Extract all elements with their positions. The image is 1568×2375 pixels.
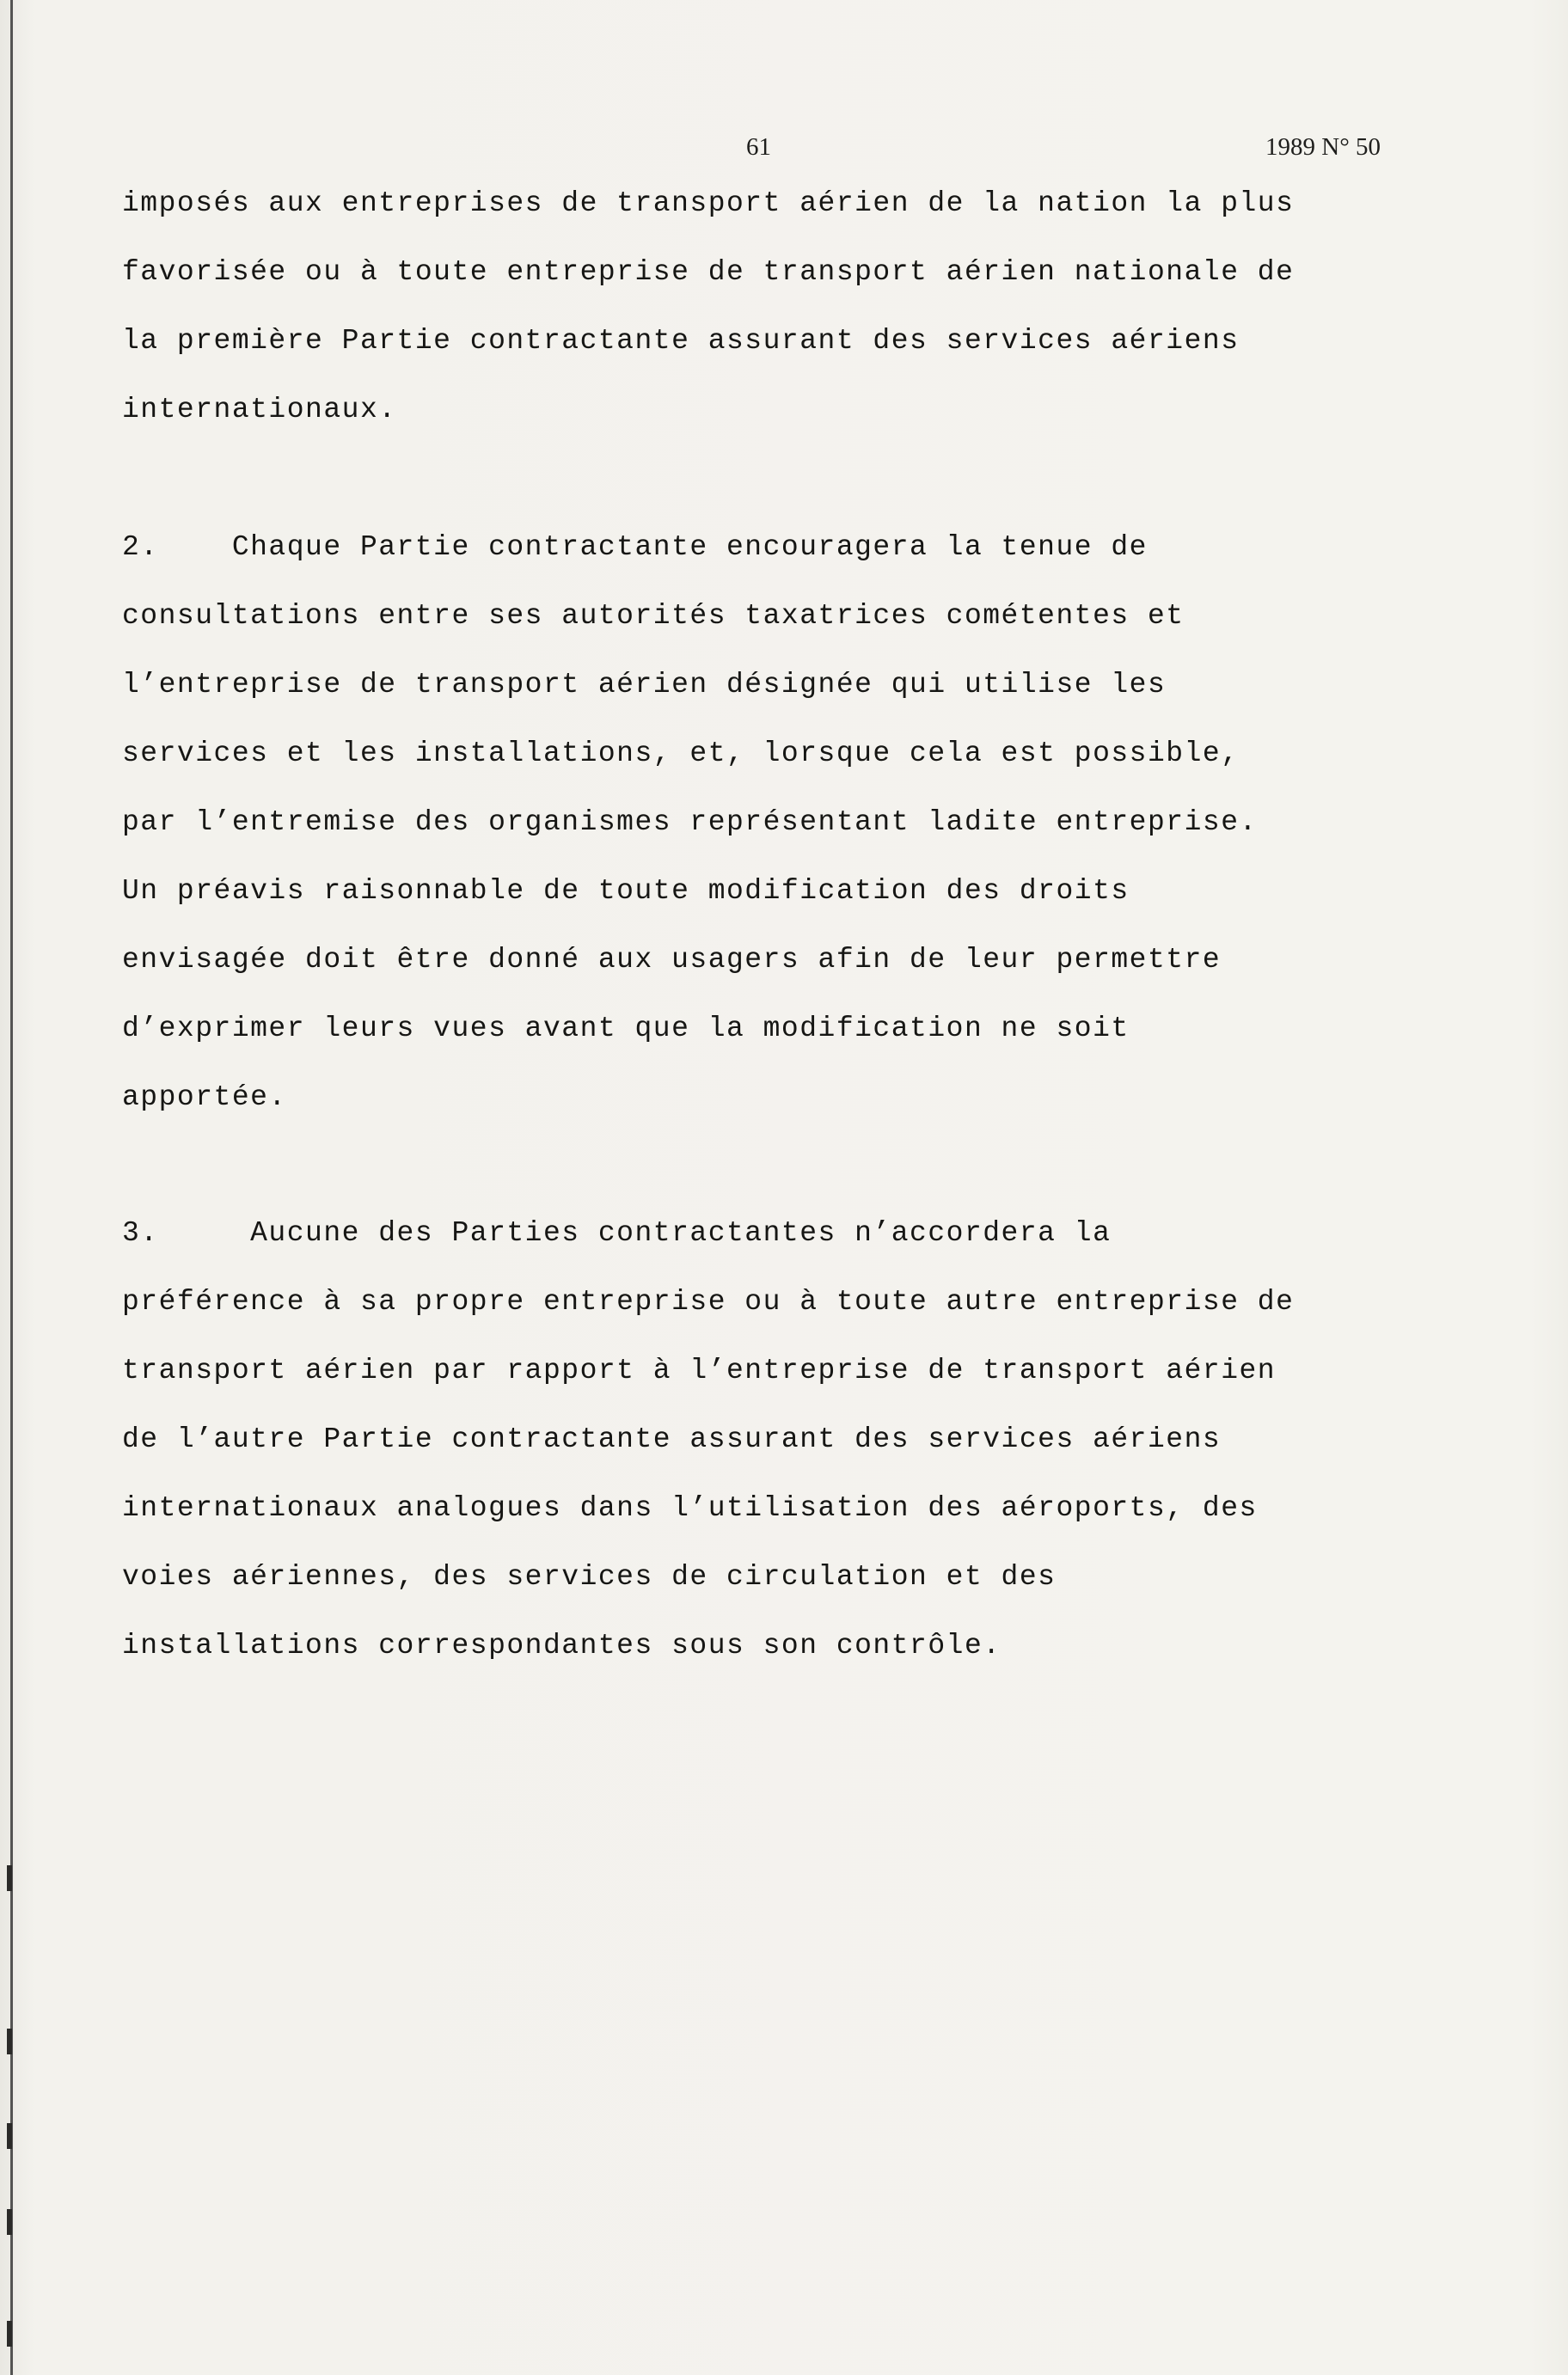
binding-mark bbox=[7, 2123, 12, 2149]
text-line: favorisée ou à toute entreprise de transport aérien nationale de bbox=[122, 256, 1295, 288]
binding-mark bbox=[7, 2209, 12, 2235]
text-line: imposés aux entreprises de transport aérien de la nation la plus bbox=[122, 187, 1295, 219]
text-line: Un préavis raisonnable de toute modification des droits bbox=[122, 875, 1130, 907]
document-reference: 1989 N° 50 bbox=[1265, 133, 1381, 161]
text-line: installations correspondantes sous son contrôle. bbox=[122, 1630, 1001, 1662]
text-line: l’entreprise de transport aérien désignée qui utilise les bbox=[122, 669, 1167, 701]
text-line: consultations entre ses autorités taxatrices cométentes et bbox=[122, 600, 1185, 632]
text-line: d’exprimer leurs vues avant que la modification ne soit bbox=[122, 1013, 1130, 1044]
page-header bbox=[0, 133, 1568, 168]
binding-mark bbox=[7, 2029, 12, 2054]
page-number: 61 bbox=[746, 133, 771, 161]
text-line: préférence à sa propre entreprise ou à toute autre entreprise de bbox=[122, 1286, 1295, 1318]
text-line: apportée. bbox=[122, 1081, 287, 1113]
binding-edge bbox=[10, 0, 13, 2375]
binding-mark bbox=[7, 1865, 12, 1891]
text-line: internationaux analogues dans l’utilisation des aéroports, des bbox=[122, 1492, 1258, 1524]
text-line: la première Partie contractante assurant des services aériens bbox=[122, 325, 1240, 357]
text-line: services et les installations, et, lorsque cela est possible, bbox=[122, 738, 1240, 769]
text-line: de l’autre Partie contractante assurant des services aériens bbox=[122, 1423, 1222, 1455]
text-line: par l’entremise des organismes représentant ladite entreprise. bbox=[122, 806, 1258, 838]
text-line: 3. Aucune des Parties contractantes n’accordera la bbox=[122, 1217, 1112, 1249]
text-line: voies aériennes, des services de circulation et des bbox=[122, 1561, 1057, 1593]
text-line: envisagée doit être donné aux usagers afin de leur permettre bbox=[122, 944, 1222, 976]
text-line: transport aérien par rapport à l’entreprise de transport aérien bbox=[122, 1355, 1277, 1386]
binding-mark bbox=[7, 2321, 12, 2347]
text-line: internationaux. bbox=[122, 394, 397, 425]
text-line: 2. Chaque Partie contractante encouragera la tenue de bbox=[122, 531, 1148, 563]
